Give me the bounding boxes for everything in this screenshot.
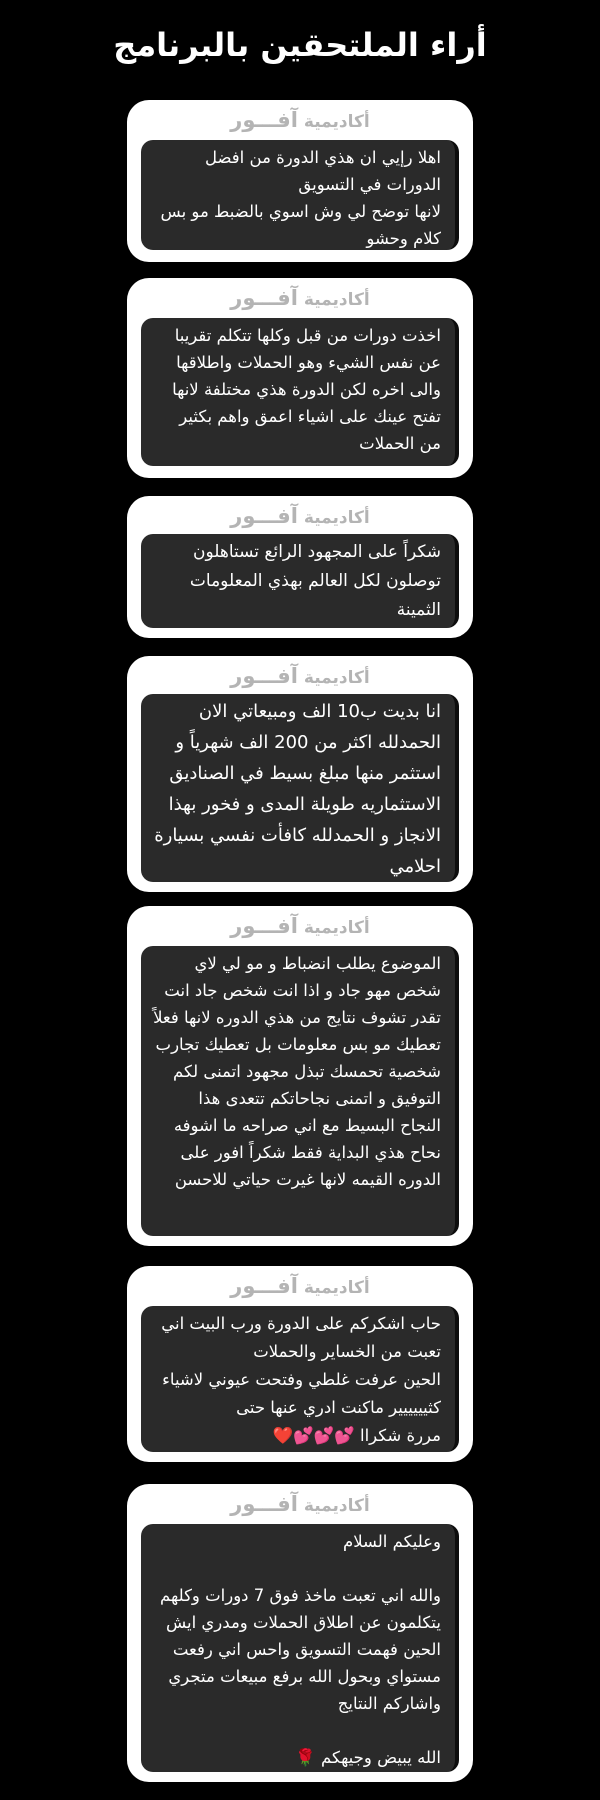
- brand-logo: أكاديمية آفـــور: [230, 504, 370, 528]
- brand-logo: أكاديمية آفـــور: [230, 664, 370, 688]
- testimonial-card: [127, 1266, 473, 1462]
- testimonial-text: شكراً على المجهود الرائع تستاهلون توصلون لكل العالم بهذي المعلومات الثمينة: [141, 534, 459, 628]
- testimonial-card: [127, 1484, 473, 1782]
- brand-logo: أكاديمية آفـــور: [230, 914, 370, 938]
- testimonial-text: الموضوع يطلب انضباط و مو لي لاي شخص مهو جاد و اذا انت شخص جاد انت تقدر تشوف نتايج من هذي الدوره لانها فعلاً تعطيك مو بس معلومات بل تعطيك تجارب شخصية تحمسك تبذل مجهود اتمنى لكم التوفيق و اتمنى نجاحاتكم تتعدى هذا النجاح البسيط مع اني صراحه ما اشوفه نحاح هذي البداية فقط شكراً افور على الدوره القيمه لانها غيرت حياتي للاحسن: [141, 946, 459, 1236]
- testimonial-text: اهلا رإيي ان هذي الدورة من افضل الدورات في التسويق لانها توضح لي وش اسوي بالضبط مو بس كلام وحشو: [141, 140, 459, 250]
- testimonial-text: وعليكم السلام والله اني تعبت ماخذ فوق 7 دورات وكلهم يتكلمون عن اطلاق الحملات ومدري ايش الحين فهمت التسويق واحس اني رفعت مستواي وبحول الله برفع مبيعات متجري واشاركم النتايج الله يبيض وجيهكم 🌹: [141, 1524, 459, 1772]
- brand-logo: أكاديمية آفـــور: [230, 108, 370, 132]
- brand-logo: أكاديمية آفـــور: [230, 286, 370, 310]
- page-title: أراء الملتحقين بالبرنامج: [113, 26, 487, 64]
- testimonial-card: [127, 496, 473, 638]
- testimonial-card: [127, 278, 473, 478]
- testimonial-card: [127, 906, 473, 1246]
- testimonial-text: حاب اشكركم على الدورة ورب البيت اني تعبت من الخساير والحملات الحين عرفت غلطي وفتحت عيوني لاشياء كثيييييير ماكنت ادري عنها حتى مررة شكراا 💕💕💕❤️: [141, 1306, 459, 1452]
- testimonial-text: انا بديت ب10 الف ومبيعاتي الان الحمدلله اكثر من 200 الف شهرياً و استثمر منها مبلغ بسيط في الصناديق الاستثماريه طويلة المدى و فخور بهذا الانجاز و الحمدلله كافأت نفسي بسيارة احلامي: [141, 694, 459, 882]
- testimonial-card: [127, 100, 473, 262]
- brand-logo: أكاديمية آفـــور: [230, 1492, 370, 1516]
- testimonial-text: اخذت دورات من قبل وكلها تتكلم تقريبا عن نفس الشيء وهو الحملات واطلاقها والى اخره لكن الدورة هذي مختلفة لانها تفتح عينك على اشياء اعمق واهم بكثير من الحملات: [141, 318, 459, 466]
- brand-logo: أكاديمية آفـــور: [230, 1274, 370, 1298]
- testimonial-card: [127, 656, 473, 892]
